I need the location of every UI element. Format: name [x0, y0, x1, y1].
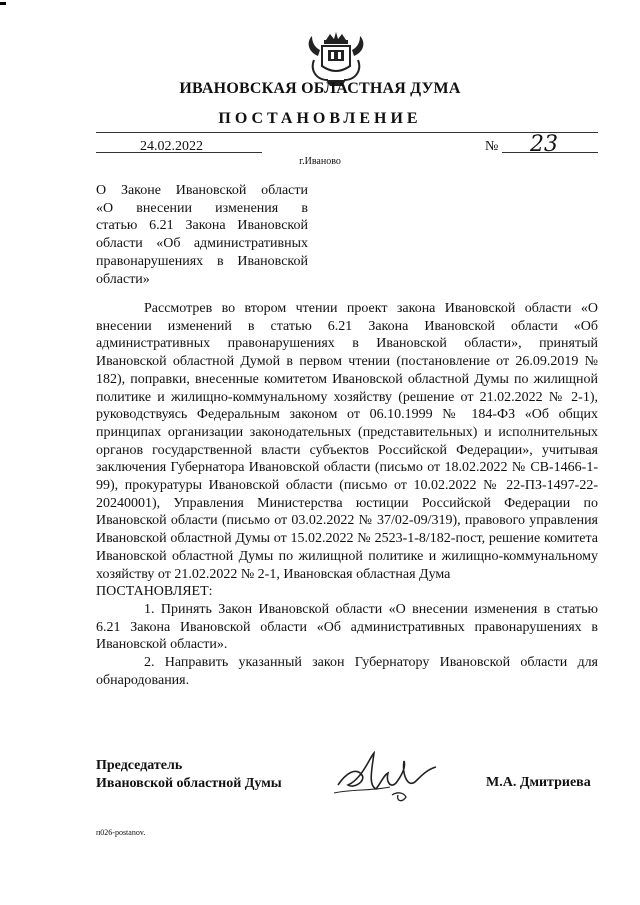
body-paragraph-item-1: 1. Принять Закон Ивановской области «О внесении изменения в статью 6.21 Закона Ивановской области «Об административных правонарушениях в Ивановской области». [96, 601, 598, 653]
date-underline [96, 152, 262, 153]
number-underline [502, 152, 598, 153]
handwritten-signature-icon [332, 745, 440, 807]
signatory-title-line: Председатель [96, 758, 183, 773]
document-type: ПОСТАНОВЛЕНИЕ [218, 110, 422, 127]
org-name: ИВАНОВСКАЯ ОБЛАСТНАЯ ДУМА [179, 80, 461, 97]
subject-line: области «Об административных [96, 236, 308, 252]
city: г.Иваново [299, 156, 341, 167]
subject-line: О Законе Ивановской области [96, 183, 308, 198]
signatory-name: М.А. Дмитриева [486, 775, 591, 790]
document-code: п026-postanov. [96, 828, 146, 837]
subject-line: правонарушениях в Ивановской [96, 253, 308, 269]
header-rule [96, 132, 598, 133]
document-subject [96, 182, 308, 288]
subject-line: области» [96, 271, 150, 287]
subject-line: статью 6.21 Закона Ивановской [96, 218, 308, 234]
body-paragraph-preamble: Рассмотрев во втором чтении проект закона Ивановской области «О внесении изменений в статью 6.21 Закона Ивановской области «Об административных правонарушениях в Ивановской области», принятый Ивановской областной Думой в первом чтении (постановление от 26.09.2019 № 182), поправки, внесенные комитетом Ивановской областной Думы по жилищной политике и жилищно-коммунальному хозяйству (решение от 21.02.2022 № 2-1), руководствуясь Федеральным законом от 06.10.1999 № 184-ФЗ «Об общих принципах организации законодательных (представительных) и исполнительных органов государственной власти субъектов Российской Федерации», учитывая заключения Губернатора Ивановской области (письмо от 18.02.2022 № СВ-1466-1-99), прокуратуры Ивановской области (письмо от 10.02.2022 № 22-ПЗ-1497-22-20240001), Управления Министерства юстиции Российской Федерации по Ивановской области (письмо от 03.02.2022 № 37/02-09/319), правового управления Ивановской областной Думы от 15.02.2022 № 2523-1-8/182-пост, решение комитета Ивановской областной Думы по жилищной политике и жилищно-коммунальному хозяйству от 21.02.2022 № 2-1, Ивановская областная Дума [96, 301, 598, 582]
subject-line: «О внесении изменения в [96, 200, 308, 216]
resolves-word: ПОСТАНОВЛЯЕТ: [96, 584, 213, 600]
document-number: 23 [530, 132, 558, 157]
document-body [96, 300, 598, 689]
signatory-title [96, 757, 282, 793]
body-paragraph-item-2: 2. Направить указанный закон Губернатору Ивановской области для обнародования. [96, 655, 598, 688]
signatory-title-line: Ивановской областной Думы [96, 776, 282, 791]
number-label: № [485, 139, 499, 154]
document-date: 24.02.2022 [140, 139, 203, 154]
corner-mark [0, 2, 6, 5]
